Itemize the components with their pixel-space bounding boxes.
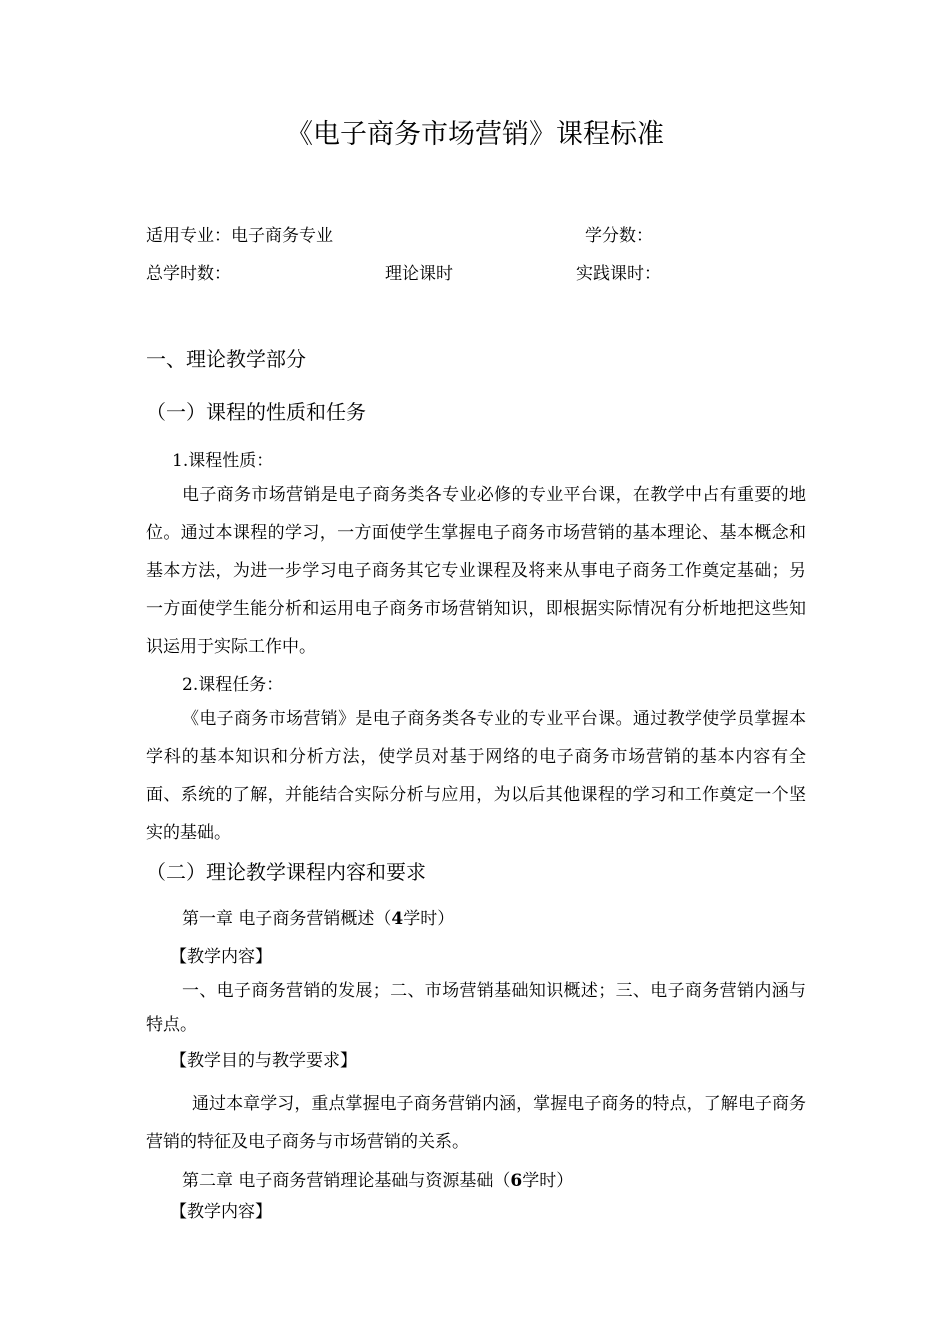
theory-hours-label: 理论课时 (385, 264, 453, 284)
chapter2-title (182, 1166, 573, 1191)
section-heading-theory: 一、理论教学部分 (146, 347, 306, 371)
chapter2-title-suffix: 学时） (522, 1171, 574, 1191)
subsection-heading-content-requirements: （二）理论教学课程内容和要求 (146, 860, 426, 884)
chapter1-goal-label: 【教学目的与教学要求】 (170, 1051, 357, 1071)
chapter1-title-prefix: 第一章 电子商务营销概述（ (182, 909, 392, 929)
credits-label: 学分数： (585, 226, 653, 246)
document-title: 《电子商务市场营销》课程标准 (286, 119, 664, 150)
chapter2-content-label: 【教学内容】 (170, 1202, 272, 1222)
course-task-paragraph: 《电子商务市场营销》是电子商务类各专业的专业平台课。通过教学使学员掌握本学科的基本知识和分析方法，使学员对基于网络的电子商务市场营销的基本内容有全面、系统的了解，并能结合实际分析与应用，为以后其他课程的学习和工作奠定一个坚实的基础。 (146, 709, 806, 843)
course-task-label: 2.课程任务： (182, 675, 284, 695)
major-label: 适用专业：电子商务专业 (146, 226, 333, 246)
chapter2-title-prefix: 第二章 电子商务营销理论基础与资源基础（ (182, 1171, 511, 1191)
chapter1-content-paragraph: 一、电子商务营销的发展；二、市场营销基础知识概述；三、电子商务营销内涵与特点。 (146, 981, 806, 1035)
total-hours-label: 总学时数： (146, 264, 231, 284)
course-nature-label: 1.课程性质： (172, 451, 274, 471)
chapter1-goal-paragraph: 通过本章学习，重点掌握电子商务营销内涵，掌握电子商务的特点，了解电子商务营销的特征及电子商务与市场营销的关系。 (146, 1094, 806, 1152)
practice-hours-label: 实践课时： (576, 264, 661, 284)
chapter1-title-suffix: 学时） (403, 909, 455, 929)
chapter1-title (182, 904, 454, 929)
chapter1-content-label: 【教学内容】 (170, 947, 272, 967)
chapter1-hours: 4 (391, 909, 404, 929)
chapter2-hours: 6 (510, 1171, 523, 1191)
course-nature-paragraph: 电子商务市场营销是电子商务类各专业必修的专业平台课，在教学中占有重要的地位。通过本课程的学习，一方面使学生掌握电子商务市场营销的基本理论、基本概念和基本方法，为进一步学习电子商务其它专业课程及将来从事电子商务工作奠定基础；另一方面使学生能分析和运用电子商务市场营销知识，即根据实际情况有分析地把这些知识运用于实际工作中。 (146, 485, 806, 657)
subsection-heading-nature-task: （一）课程的性质和任务 (146, 400, 366, 424)
